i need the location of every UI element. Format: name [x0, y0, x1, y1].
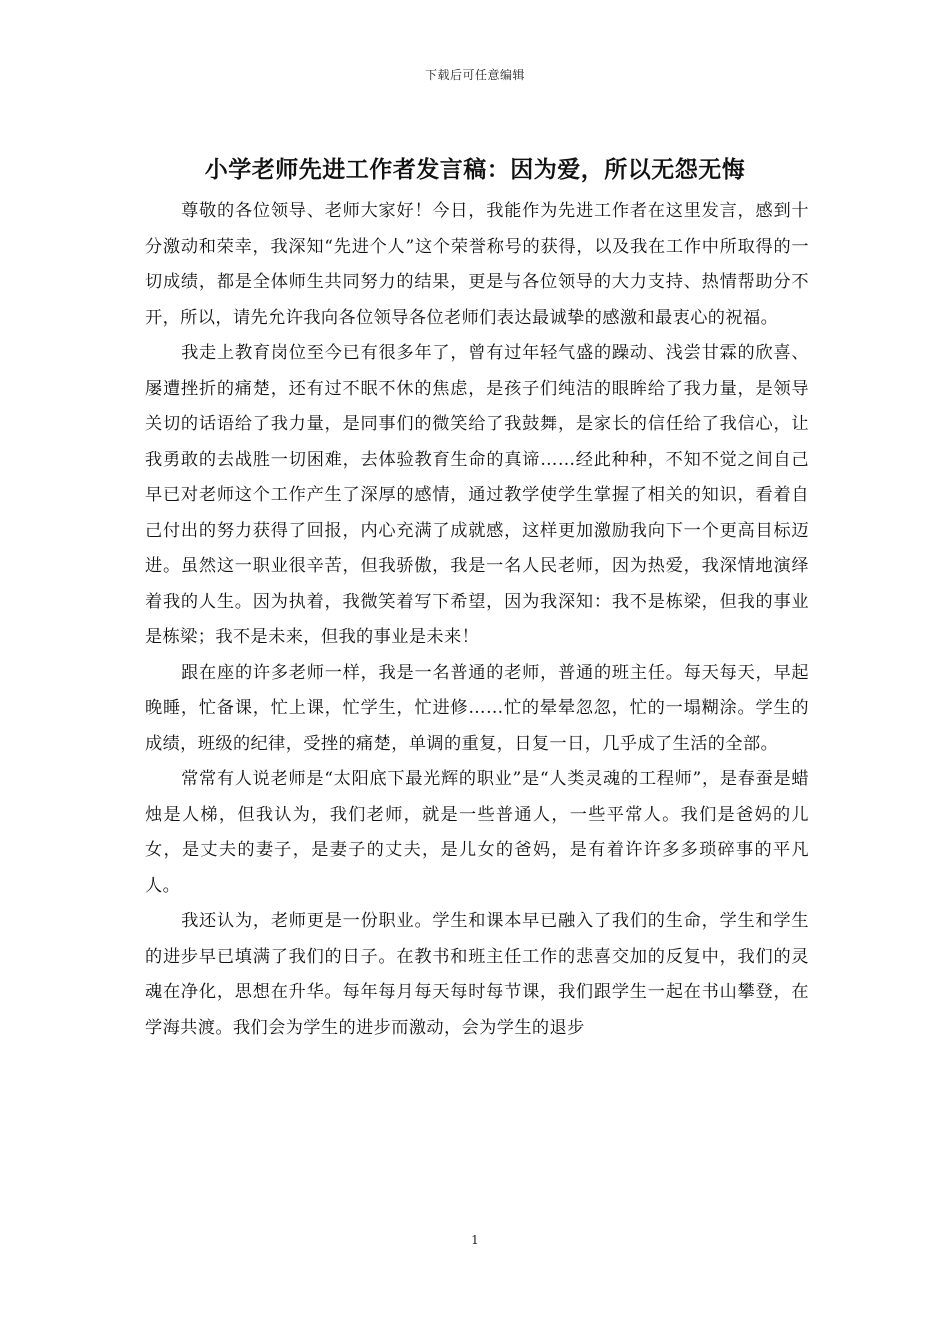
paragraph: 常常有人说老师是“太阳底下最光辉的职业”是“人类灵魂的工程师”，是春蚕是蜡烛是人梯，但我认为，我们老师，就是一些普通人，一些平常人。我们是爸妈的儿女，是丈夫的妻子，是妻子的丈夫，是儿女的爸妈，是有着许许多多琐碎事的平凡人。: [145, 769, 809, 896]
paragraph: 我还认为，老师更是一份职业。学生和课本早已融入了我们的生命，学生和学生的进步早已填满了我们的日子。在教书和班主任工作的悲喜交加的反复中，我们的灵魂在净化，思想在升华。每年每月每天每时每节课，我们跟学生一起在书山攀登，在学海共渡。我们会为学生的进步而激动，会为学生的退步: [145, 911, 809, 1038]
paragraph: 尊敬的各位领导、老师大家好！今日，我能作为先进工作者在这里发言，感到十分激动和荣幸，我深知“先进个人”这个荣誉称号的获得，以及我在工作中所取得的一切成绩，都是全体师生共同努力的结果，更是与各位领导的大力支持、热情帮助分不开，所以，请先允许我向各位领导各位老师们表达最诚挚的感激和最衷心的祝福。: [145, 201, 809, 328]
paragraph: 我走上教育岗位至今已有很多年了，曾有过年轻气盛的躁动、浅尝甘霖的欣喜、屡遭挫折的痛楚，还有过不眠不休的焦虑，是孩子们纯洁的眼眸给了我力量，是领导关切的话语给了我力量，是同事们的微笑给了我鼓舞，是家长的信任给了我信心，让我勇敢的去战胜一切困难，去体验教育生命的真谛……经此种种，不知不觉之间自己早已对老师这个工作产生了深厚的感情，通过教学使学生掌握了相关的知识，看着自己付出的努力获得了回报，内心充满了成就感，这样更加激励我向下一个更高目标迈进。虽然这一职业很辛苦，但我骄傲，我是一名人民老师，因为热爱，我深情地演绎着我的人生。因为执着，我微笑着写下希望，因为我深知：我不是栋梁，但我的事业是栋梁；我不是未来，但我的事业是未来！: [145, 343, 809, 647]
paragraph: 跟在座的许多老师一样，我是一名普通的老师，普通的班主任。每天每天，早起晚睡，忙备课，忙上课，忙学生，忙进修……忙的晕晕忽忽，忙的一塌糊涂。学生的成绩，班级的纪律，受挫的痛楚，单调的重复，日复一日，几乎成了生活的全部。: [145, 662, 809, 754]
document-body: [145, 194, 809, 1046]
page-header-note: 下载后可任意编辑: [424, 68, 525, 82]
document-title: 小学老师先进工作者发言稿：因为爱，所以无怨无悔: [204, 156, 746, 183]
page-number: 1: [471, 1233, 479, 1247]
